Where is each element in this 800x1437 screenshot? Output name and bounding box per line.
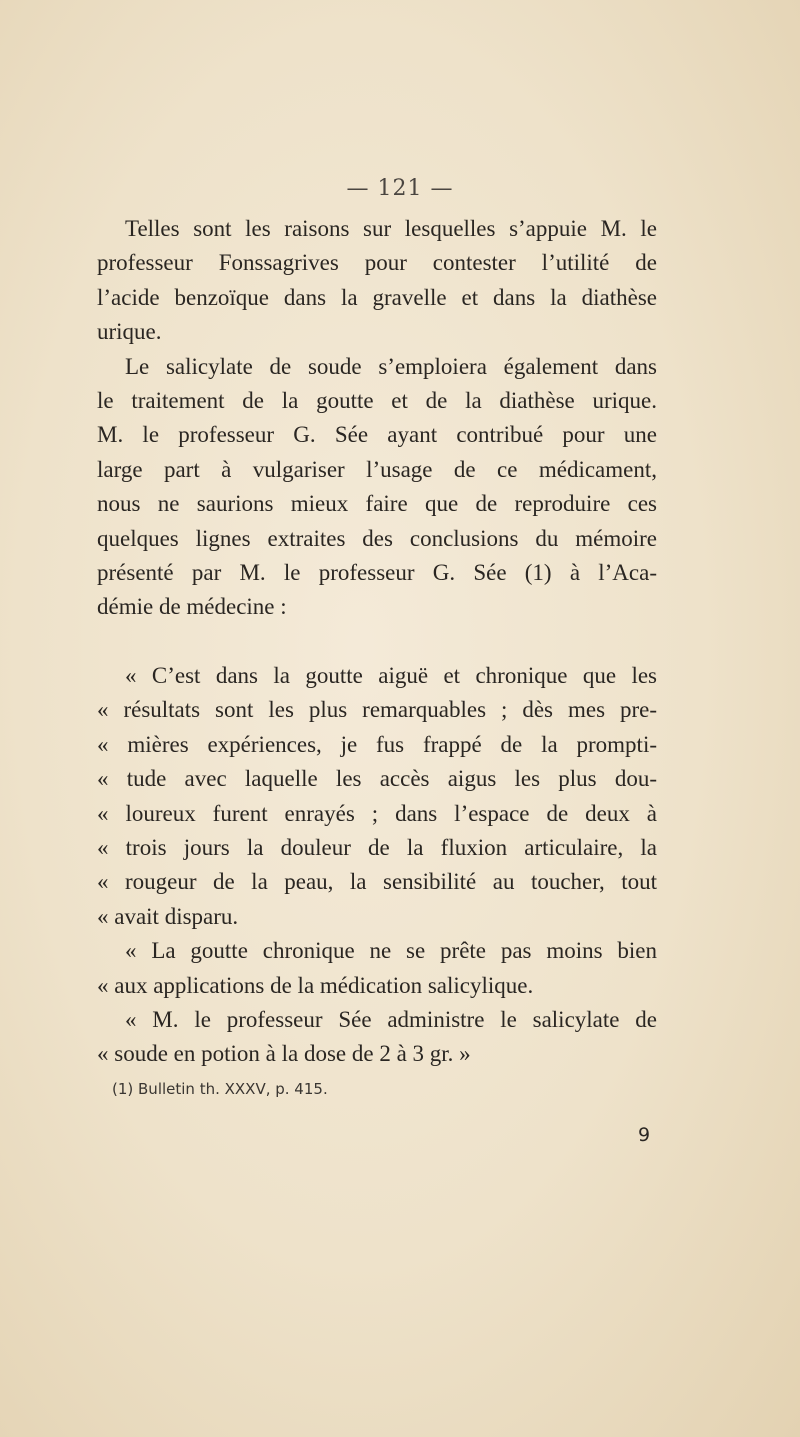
quote-line: « M. le professeur Sée administre le salicylate de (125, 1006, 657, 1032)
text-line: le traitement de la goutte et de la diathèse urique. (97, 388, 657, 414)
text-line: l’acide benzoïque dans la gravelle et dans la diathèse (97, 284, 657, 310)
text-line: professeur Fonssagrives pour contester l’utilité de (97, 250, 657, 276)
text-line: large part à vulgariser l’usage de ce médicament, (97, 456, 657, 482)
text-line: démie de médecine : (97, 594, 287, 620)
quote-line: « trois jours la douleur de la fluxion articulaire, la (97, 834, 657, 860)
quote-line: « rougeur de la peau, la sensibilité au toucher, tout (97, 869, 657, 895)
quote-line: « soude en potion à la dose de 2 à 3 gr. » (97, 1041, 471, 1067)
quote-line: « résultats sont les plus remarquables ; dès mes pre- (97, 697, 657, 723)
quote-line: « tude avec laquelle les accès aigus les plus dou- (97, 766, 657, 792)
paragraph (97, 212, 657, 350)
quote-line: « avait disparu. (97, 903, 239, 929)
quotation-block (97, 659, 657, 1072)
quote-line: « mières expériences, je fus frappé de la prompti- (97, 731, 657, 757)
quote-line: « La goutte chronique ne se prête pas moins bien (125, 938, 657, 964)
paragraph (97, 350, 657, 625)
quote-line: « aux applications de la médication salicylique. (97, 972, 534, 998)
page-number: — 121 — (346, 176, 454, 201)
text-line: M. le professeur G. Sée ayant contribué pour une (97, 422, 657, 448)
text-line: quelques lignes extraites des conclusions du mémoire (97, 525, 657, 551)
body-text (97, 212, 657, 1072)
text-line: présenté par M. le professeur G. Sée (1) à l’Aca- (97, 560, 657, 586)
text-line: Telles sont les raisons sur lesquelles s’appuie M. le (125, 216, 657, 241)
footnote: (1) Bulletin th. XXXV, p. 415. (112, 1080, 328, 1098)
text-line: Le salicylate de soude s’emploiera également dans (125, 353, 657, 379)
paragraph-gap (97, 625, 657, 659)
quote-line: « loureux furent enrayés ; dans l’espace de deux à (97, 800, 657, 826)
signature-mark: 9 (638, 1124, 651, 1146)
text-line: nous ne saurions mieux faire que de reproduire ces (97, 491, 657, 517)
quote-line: « C’est dans la goutte aiguë et chronique que les (125, 662, 657, 688)
text-line: urique. (97, 319, 162, 345)
